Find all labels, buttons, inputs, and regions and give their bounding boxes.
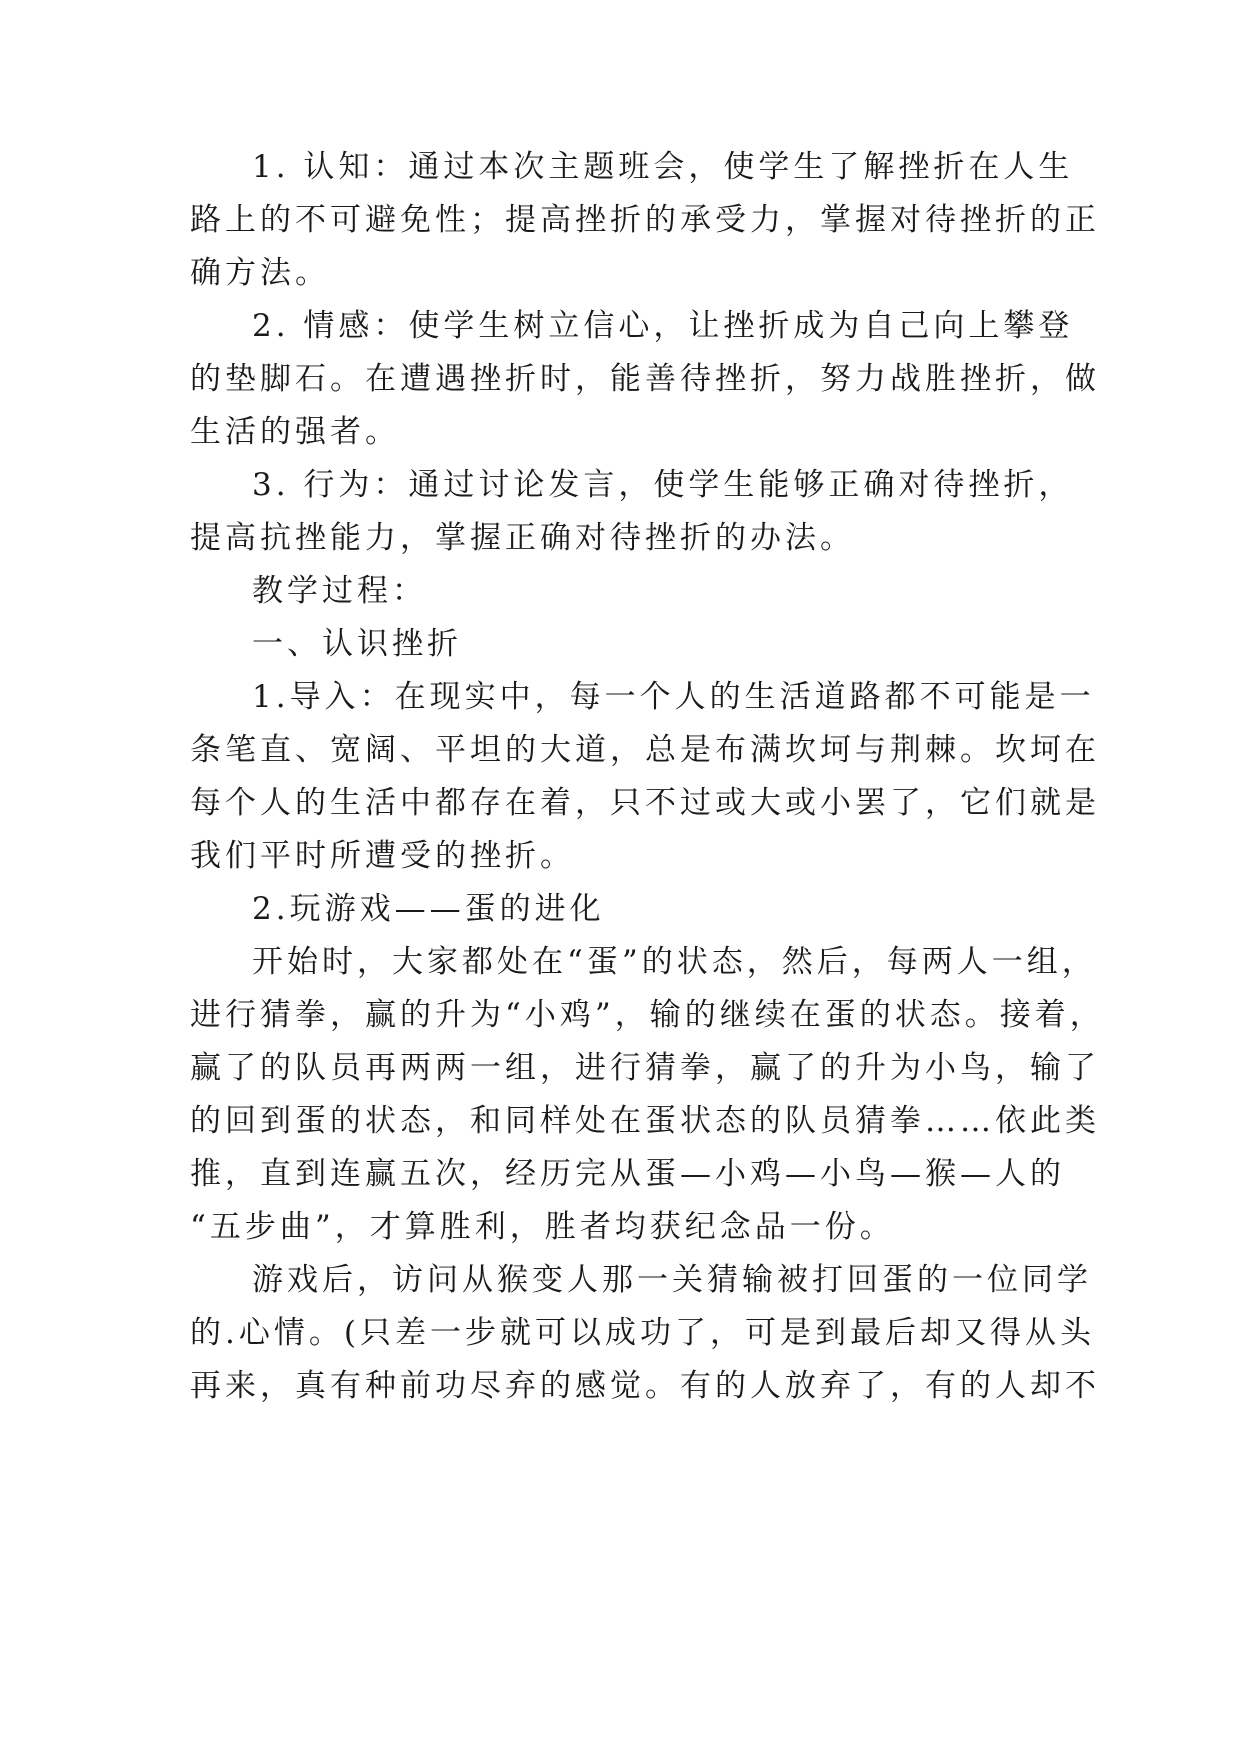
post-game-line-3: 再来，真有种前功尽弃的感觉。有的人放弃了，有的人却不	[190, 1368, 1100, 1404]
objective-2-line-3: 生活的强者。	[190, 414, 400, 450]
intro-line-3: 每个人的生活中都存在着，只不过或大或小罢了，它们就是	[190, 785, 1100, 821]
intro-line-2: 条笔直、宽阔、平坦的大道，总是布满坎坷与荆棘。坎坷在	[190, 732, 1100, 768]
teaching-process-heading: 教学过程：	[252, 573, 427, 609]
game-rules-line-5: 推，直到连赢五次，经历完从蛋—小鸡—小鸟—猴—人的	[190, 1156, 1065, 1192]
objective-1-line-1: 1. 认知：通过本次主题班会，使学生了解挫折在人生	[252, 149, 1074, 185]
objective-2-line-2: 的垫脚石。在遭遇挫折时，能善待挫折，努力战胜挫折，做	[190, 361, 1100, 397]
objective-1-line-3: 确方法。	[190, 255, 330, 291]
game-heading: 2.玩游戏——蛋的进化	[252, 891, 605, 927]
objective-1-line-2: 路上的不可避免性；提高挫折的承受力，掌握对待挫折的正	[190, 202, 1100, 238]
game-rules-line-3: 赢了的队员再两两一组，进行猜拳，赢了的升为小鸟，输了	[190, 1050, 1100, 1086]
section-1-heading: 一、认识挫折	[252, 626, 462, 662]
objective-3-line-2: 提高抗挫能力，掌握正确对待挫折的办法。	[190, 520, 855, 556]
game-rules-line-6: “五步曲”，才算胜利，胜者均获纪念品一份。	[190, 1209, 895, 1245]
game-rules-line-2: 进行猜拳，赢的升为“小鸡”，输的继续在蛋的状态。接着，	[190, 997, 1105, 1033]
game-rules-line-1: 开始时，大家都处在“蛋”的状态，然后，每两人一组，	[252, 944, 1097, 980]
objective-2-line-1: 2. 情感：使学生树立信心，让挫折成为自己向上攀登	[252, 308, 1074, 344]
intro-line-1: 1.导入：在现实中，每一个人的生活道路都不可能是一	[252, 679, 1095, 715]
post-game-line-2: 的.心情。(只差一步就可以成功了，可是到最后却又得从头	[190, 1315, 1095, 1351]
game-rules-line-4: 的回到蛋的状态，和同样处在蛋状态的队员猜拳……依此类	[190, 1103, 1100, 1139]
post-game-line-1: 游戏后，访问从猴变人那一关猜输被打回蛋的一位同学	[252, 1262, 1092, 1298]
objective-3-line-1: 3. 行为：通过讨论发言，使学生能够正确对待挫折，	[252, 467, 1074, 503]
intro-line-4: 我们平时所遭受的挫折。	[190, 838, 575, 874]
